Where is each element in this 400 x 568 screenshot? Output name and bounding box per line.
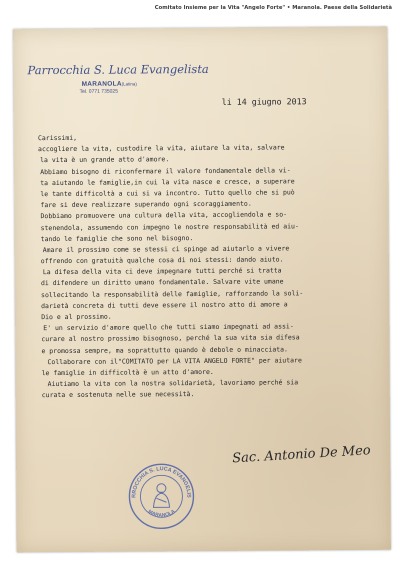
body-line: Dobbiamo promuovere una cultura della vita, accogliendola e so- [40,210,288,221]
letterhead-parish: Parrocchia S. Luca Evangelista [27,61,209,78]
saint-figure-icon [153,484,169,508]
body-line: curata e sostenuta nelle sue necessità. [41,390,195,400]
body-line: e promossa sempre, ma soprattutto quando è debole o minacciata. [41,344,288,355]
body-line: stenendola, assumendo con impegno le nostre responsabilità ed aiu- [40,221,299,232]
body-line: La difesa della vita ci deve impegnare tutti perché si tratta [42,266,282,277]
body-line: sollecitando la responsabilità delle famiglie, rafforzando la soli- [41,288,304,299]
body-line: darietà concreta di tutti deve essere il nostro atto di amore a [41,300,288,310]
letter-body [38,131,390,402]
letter-page [13,27,391,553]
body-line: ta aiutando le famiglie,in cui la vita nasce e cresce, a superare [40,177,295,187]
body-line: Collaborare con il"COMITATO per LA VITA ANGELO FORTE" per aiutare [47,356,302,366]
letterhead-province: (Latina) [121,81,137,87]
date-prefix: li [221,96,237,107]
date-value: 14 giugno 2013 [236,96,307,107]
letterhead-tel: Tel. 0771 735025 [79,88,119,95]
stamp-ring-text: PARROCCHIA S. LUCA EVANGELISTA [131,466,192,498]
signature: Sac. Antonio De Meo [231,443,372,467]
body-line: tando le famiglie che sono nel bisogno. [40,233,194,243]
body-line: offrendo con gratuità qualche cosa di noi stessi: dando aiuto. [40,255,284,266]
body-line: le tante difficoltà a cui si va incontro. Tutto quello che si può [40,188,295,199]
body-line: fare si deve realizzare superando ogni scoraggiamento. [40,199,252,210]
svg-text:PARROCCHIA S. LUCA EVANGELISTA [126,461,191,499]
body-line: la vita è un grande atto d'amore. [40,155,170,165]
body-line: accogliere la vita, custodire la vita, aiutare la vita, salvare [37,143,285,154]
parish-stamp [126,461,196,531]
letterhead [27,61,209,95]
site-header: Comitato Insieme per la Vita "Angelo Forte" • Maranola. Paese della Solidarietà [154,5,392,11]
svg-text:MARANOLA [147,508,177,518]
body-line: curare al nostro prossimo bisognoso, perché la sua vita sia difesa [41,333,300,344]
body-line: di difendere un diritto umano fondamentale. Salvare vite umane [40,277,284,288]
body-line: Dio e al prossimo. [41,312,112,322]
body-line: Abbiamo bisogno di riconfermare il valore fondamentale della vi- [40,165,291,176]
letter-date [222,96,307,107]
body-line: Aiutiamo la vita con la nostra solidarietà, lavoriamo perché sia [47,378,299,389]
letterhead-town: MARANOLA [81,80,122,88]
body-line: Carissimi, [37,133,78,143]
body-line: le famiglie in difficoltà è un atto d'amore. [41,367,214,378]
body-line: E' un servizio d'amore quello che tutti siamo impegnati ad assi- [43,322,294,333]
body-line: Amare il prossimo come se stessi ci spinge ad aiutarlo a vivere [42,244,290,254]
stamp-bottom-text: MARANOLA [146,508,177,519]
